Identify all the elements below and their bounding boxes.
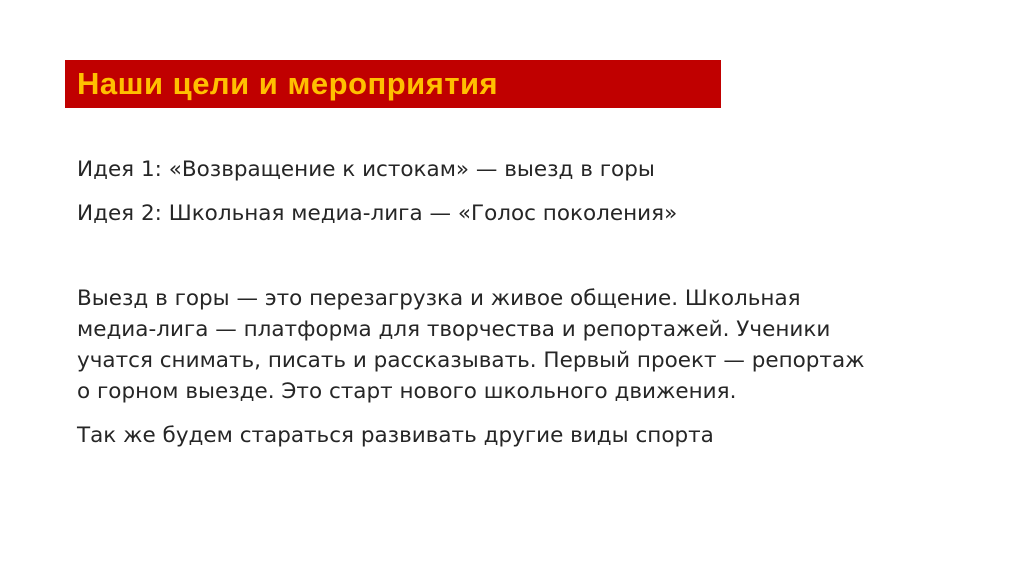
title-banner [65, 60, 721, 108]
paragraph-spacer [77, 229, 957, 283]
idea-1-text: Идея 1: «Возвращение к истокам» — выезд в горы [77, 157, 655, 182]
description-line-3: учатся снимать, писать и рассказывать. Первый проект — репортаж [77, 348, 865, 373]
description-line-4: о горном выезде. Это старт нового школьного движения. [77, 379, 737, 404]
description-line-1: Выезд в горы — это перезагрузка и живое общение. Школьная [77, 286, 801, 311]
description-line-2: медиа-лига — платформа для творчества и репортажей. Ученики [77, 317, 831, 342]
slide-title: Наши цели и мероприятия [77, 66, 499, 101]
closing-text: Так же будем стараться развивать другие виды спорта [77, 423, 714, 448]
slide-body [77, 154, 957, 451]
idea-2-text: Идея 2: Школьная медиа-лига — «Голос поколения» [77, 201, 678, 226]
